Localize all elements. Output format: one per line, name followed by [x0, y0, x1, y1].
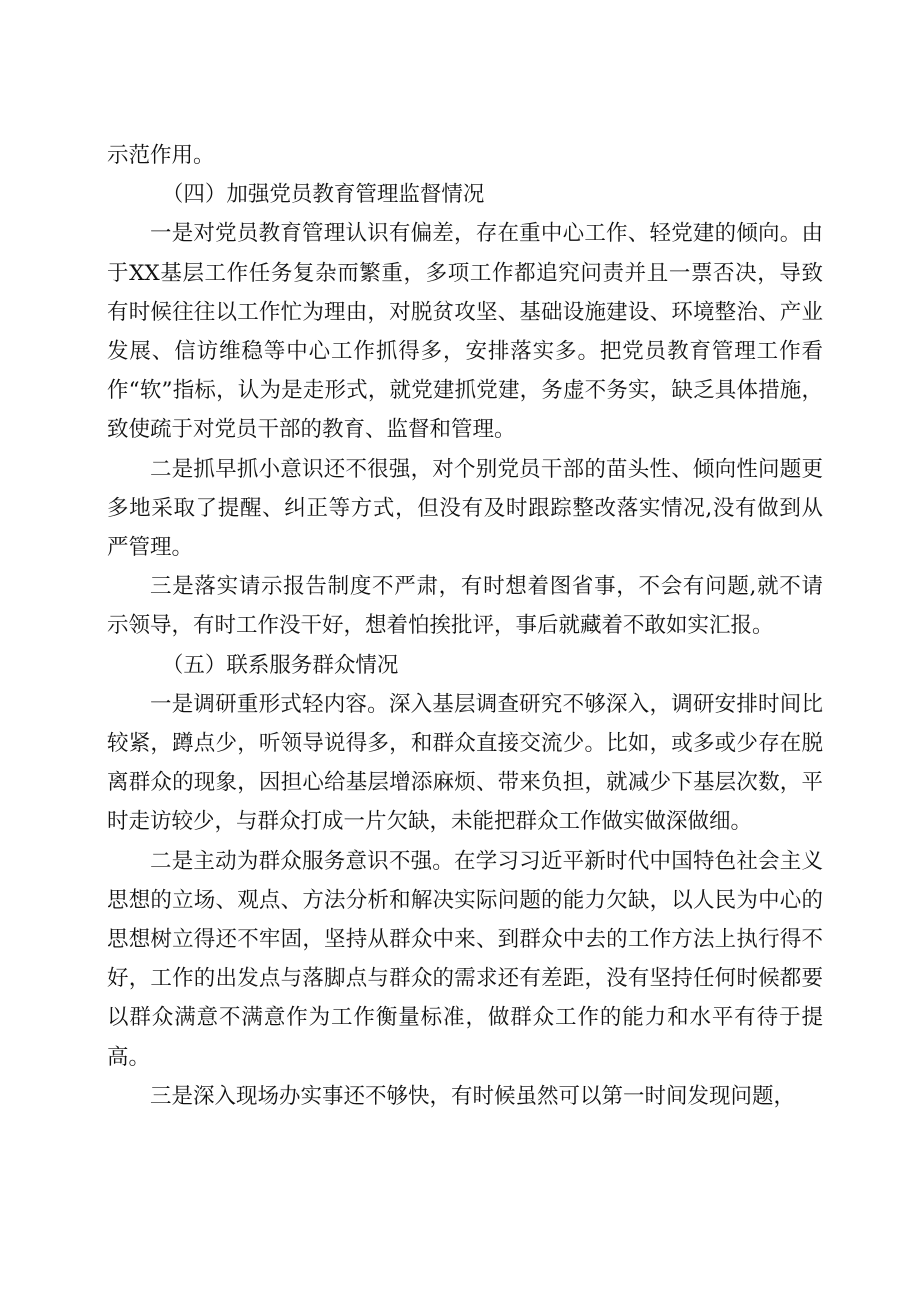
section-heading-5: （五）联系服务群众情况 [161, 652, 399, 678]
section-heading-4: （四）加强党员教育管理监督情况 [161, 182, 485, 208]
body-paragraph: 三是落实请示报告制度不严肃，有时想着图省事，不会有问题,就不请示领导，有时工作没干好，想着怕挨批评，事后就藏着不敢如实汇报。 [107, 574, 823, 639]
body-paragraph: 三是深入现场办实事还不够快，有时候虽然可以第一时间发现问题， [150, 1083, 796, 1109]
body-paragraph: 二是主动为群众服务意识不强。在学习习近平新时代中国特色社会主义思想的立场、观点、方法分析和解决实际问题的能力欠缺，以人民为中心的思想树立得还不牢固，坚持从群众中来、到群众中去的工作方法上执行得不好，工作的出发点与落脚点与群众的需求还有差距，没有坚持任何时候都要以群众满意不满意作为工作衡量标准，做群众工作的能力和水平有待于提高。 [107, 848, 823, 1070]
continuation-paragraph: 示范作用。 [107, 143, 215, 168]
body-paragraph: 二是抓早抓小意识还不很强，对个别党员干部的苗头性、倾向性问题更多地采取了提醒、纠正等方式，但没有及时跟踪整改落实情况,没有做到从严管理。 [107, 456, 823, 561]
body-paragraph: 一是调研重形式轻内容。深入基层调查研究不够深入，调研安排时间比较紧，蹲点少，听领导说得多，和群众直接交流少。比如，或多或少存在脱离群众的现象，因担心给基层增添麻烦、带来负担，就减少下基层次数，平时走访较少，与群众打成一片欠缺，未能把群众工作做实做深做细。 [107, 691, 823, 835]
body-paragraph: 一是对党员教育管理认识有偏差，存在重中心工作、轻党建的倾向。由于XX基层工作任务复杂而繁重，多项工作都追究问责并且一票否决，导致有时候往往以工作忙为理由，对脱贫攻坚、基础设施建设、环境整治、产业发展、信访维稳等中心工作抓得多，安排落实多。把党员教育管理工作看作“软”指标，认为是走形式，就党建抓党建，务虚不务实，缺乏具体措施，致使疏于对党员干部的教育、监督和管理。 [107, 221, 823, 443]
document-body [107, 136, 823, 1116]
